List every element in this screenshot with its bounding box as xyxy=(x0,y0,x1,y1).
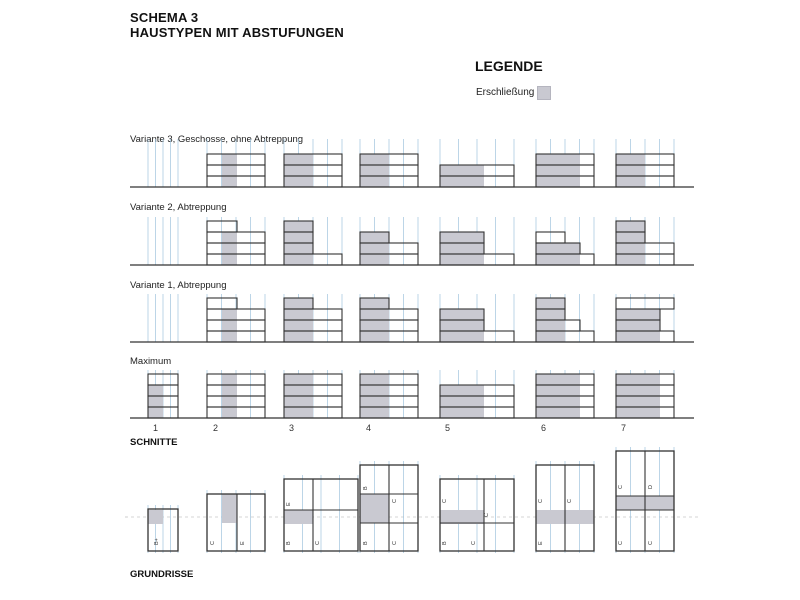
section-label-schnitte: SCHNITTE xyxy=(130,437,178,448)
plan-room-label-3-1: B xyxy=(286,541,292,545)
column-number-6: 6 xyxy=(541,423,547,433)
column-number-1: 1 xyxy=(153,423,159,433)
row-label-variante-3: Variante 3, Geschosse, ohne Abtreppung xyxy=(130,134,304,145)
section-v3-type-6-core xyxy=(536,154,580,187)
schema-subtitle: HAUSTYPEN MIT ABSTUFUNGEN xyxy=(130,25,344,40)
plan-core-type-2 xyxy=(222,494,237,523)
section-v1-type-2-core xyxy=(222,309,237,342)
section-label-grundrisse: GRUNDRISSE xyxy=(130,569,194,580)
plan-room-label-2-1: E xyxy=(240,541,246,545)
section-v1-type-2-floor-3 xyxy=(207,298,237,309)
plan-room-label-7-3: C xyxy=(648,541,654,545)
section-v3-type-2-core xyxy=(222,154,237,187)
fill-layer xyxy=(148,154,674,524)
legend-item-label: Erschließung xyxy=(476,87,535,98)
column-number-3: 3 xyxy=(289,423,295,433)
section-max-type-1-core xyxy=(148,385,163,418)
section-v2-type-2-floor-3 xyxy=(207,221,237,232)
plan-room-label-1-0: B+ xyxy=(154,538,160,545)
schema-title: SCHEMA 3 xyxy=(130,10,199,25)
column-number-7: 7 xyxy=(621,423,627,433)
section-v3-type-3-core xyxy=(284,154,313,187)
plan-room-label-7-0: C xyxy=(618,485,624,489)
plan-room-label-4-3: C xyxy=(392,541,398,545)
plan-room-label-6-1: C xyxy=(567,499,573,503)
plan-room-label-4-2: B xyxy=(363,541,369,545)
legend-heading: LEGENDE xyxy=(475,58,543,74)
plan-room-label-7-1: D xyxy=(648,485,654,489)
section-v3-type-7-core xyxy=(616,154,645,187)
column-number-5: 5 xyxy=(445,423,451,433)
row-label-maximum: Maximum xyxy=(130,356,172,367)
plan-room-label-7-2: C xyxy=(618,541,624,545)
section-v1-type-5-core xyxy=(440,309,484,342)
column-number-4: 4 xyxy=(366,423,372,433)
grid-layer xyxy=(125,139,700,553)
section-v2-type-5-core xyxy=(440,232,484,265)
section-max-type-5-core xyxy=(440,385,484,418)
plan-room-label-5-2: B xyxy=(442,541,448,545)
line-layer xyxy=(130,154,694,551)
plan-core-type-1 xyxy=(148,510,163,524)
row-label-variante-2: Variante 2, Abtreppung xyxy=(130,202,227,213)
section-v3-type-4-core xyxy=(360,154,389,187)
plan-room-label-3-0: E xyxy=(286,502,292,506)
plan-room-label-6-0: C xyxy=(538,499,544,503)
plan-room-label-5-0: C xyxy=(442,499,448,503)
section-v2-type-4-core xyxy=(360,232,389,265)
plan-room-label-5-3: C xyxy=(471,541,477,545)
plan-core-type-5 xyxy=(440,510,484,524)
plan-room-label-4-0: B xyxy=(363,486,369,490)
plan-room-label-5-1: C xyxy=(484,513,490,517)
row-label-variante-1: Variante 1, Abtreppung xyxy=(130,280,227,291)
plan-room-label-3-2: C xyxy=(315,541,321,545)
plan-core-type-4 xyxy=(360,494,389,523)
section-v1-type-7-core xyxy=(616,309,660,342)
plan-room-label-4-1: C xyxy=(392,499,398,503)
section-v2-type-2-core xyxy=(222,232,237,265)
plan-room-label-6-2: E xyxy=(538,541,544,545)
column-number-2: 2 xyxy=(213,423,219,433)
plan-core-type-3 xyxy=(284,510,313,524)
plan-room-label-2-0: C xyxy=(210,541,216,545)
